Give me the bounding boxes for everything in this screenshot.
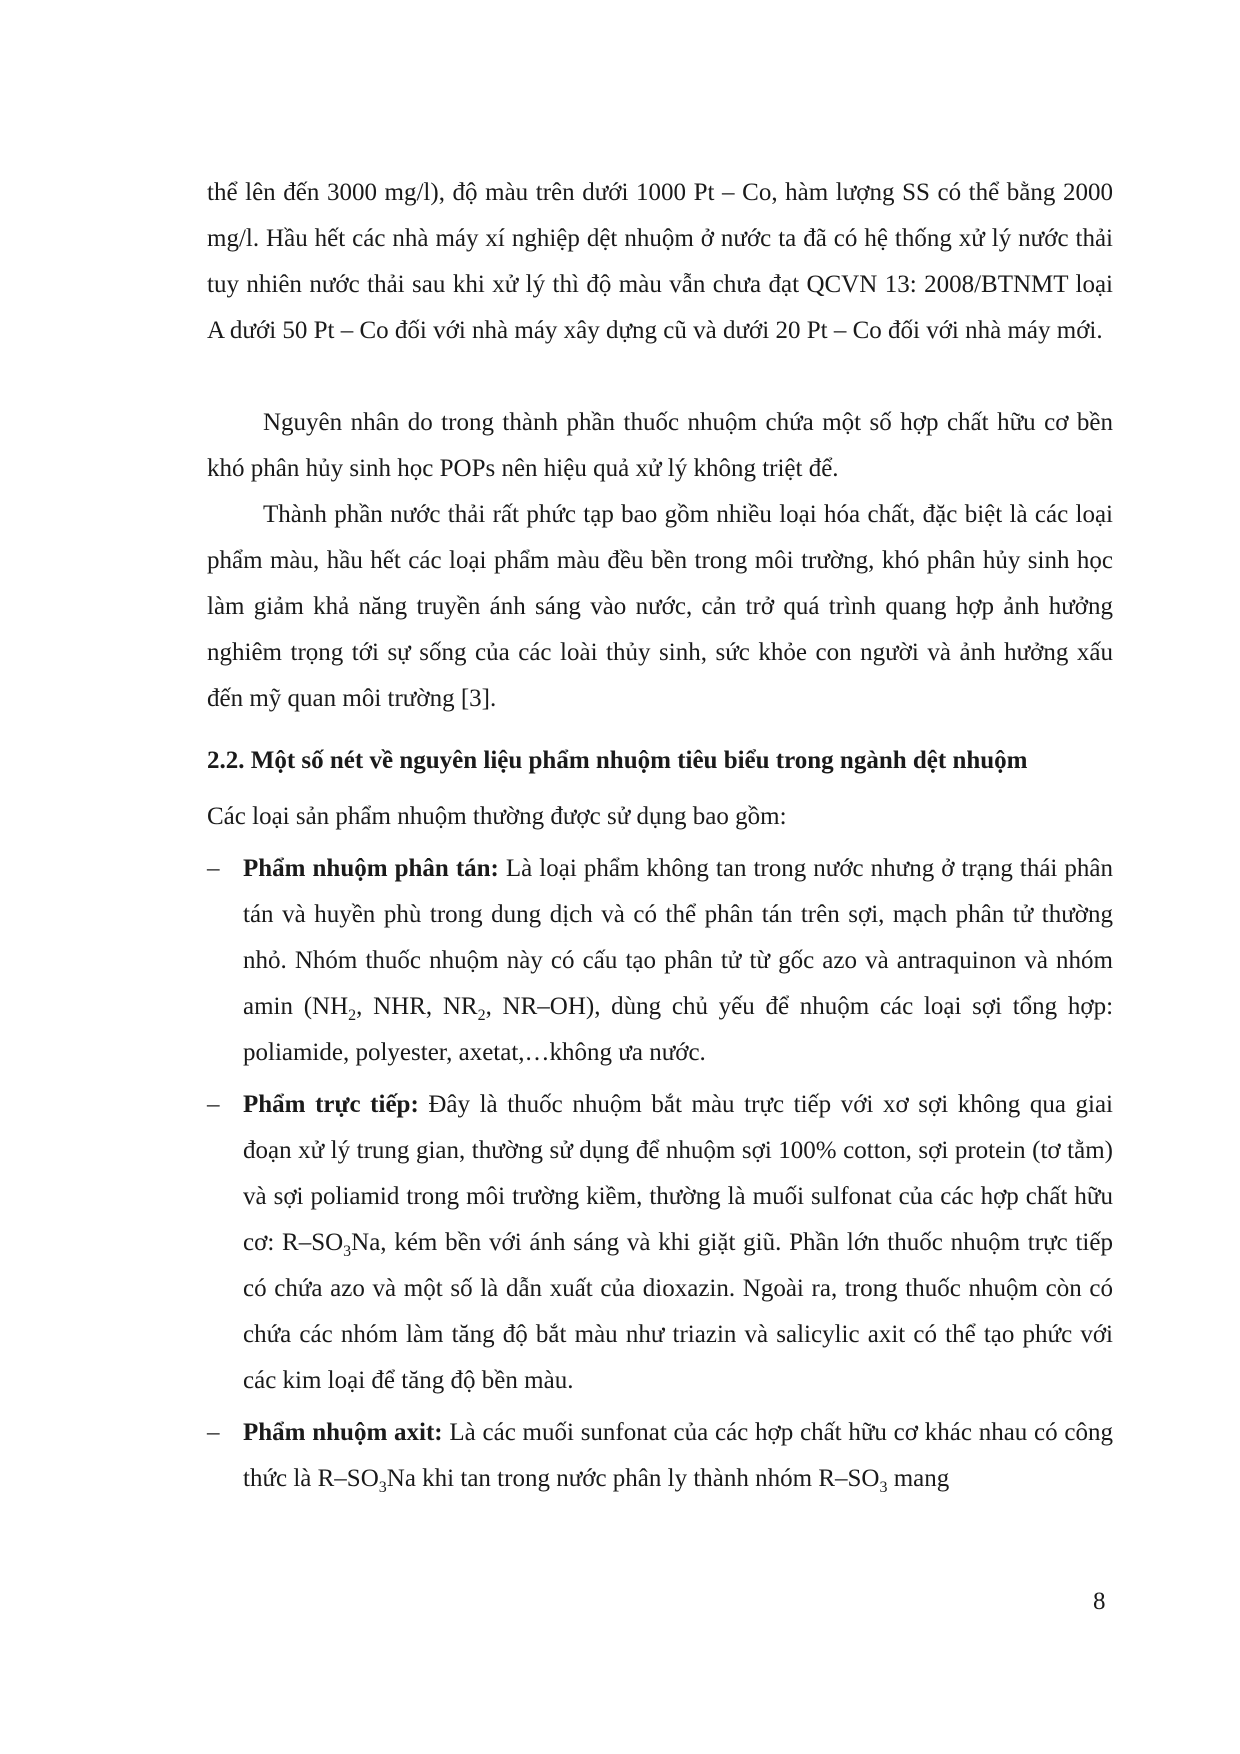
subscript: 2	[477, 1007, 486, 1024]
text-run: Đây là thuốc nhuộm bắt màu trực tiếp với xơ sợi không qua giai đoạn xử lý trung gian, thường sử dụng để nhuộm sợi 100% cotton, sợi protein (tơ tằm) và sợi poliamid trong môi trường kiềm, thường là muối sulfonat của các hợp chất hữu cơ: R–SO	[243, 1091, 1113, 1256]
paragraph-continued: thể lên đến 3000 mg/l), độ màu trên dưới 1000 Pt – Co, hàm lượng SS có thể bằng 2000 mg/l. Hầu hết các nhà máy xí nghiệp dệt nhuộm ở nước ta đã có hệ thống xử lý nước thải tuy nhiên nước thải sau khi xử lý thì độ màu vẫn chưa đạt QCVN 13: 2008/BTNMT loại A dưới 50 Pt – Co đối với nhà máy xây dựng cũ và dưới 20 Pt – Co đối với nhà máy mới.	[207, 179, 1113, 344]
term-label: Phẩm trực tiếp:	[243, 1091, 419, 1118]
paragraph-composition: Thành phần nước thải rất phức tạp bao gồm nhiều loại hóa chất, đặc biệt là các loại phẩm màu, hầu hết các loại phẩm màu đều bền trong môi trường, khó phân hủy sinh học làm giảm khả năng truyền ánh sáng vào nước, cản trở quá trình quang hợp ảnh hưởng nghiêm trọng tới sự sống của các loài thủy sinh, sức khỏe con người và ảnh hưởng xấu đến mỹ quan môi trường [3].	[207, 501, 1113, 712]
subscript: 2	[348, 1007, 357, 1024]
text-run: Là loại phẩm không tan trong nước nhưng ở trạng thái phân tán và huyền phù trong dung dịch và có thể phân tán trên sợi, mạch phân tử thường nhỏ. Nhóm thuốc nhuộm này có cấu tạo phân tử từ gốc azo và antraquinon và nhóm amin (NH	[243, 855, 1113, 1020]
bullet-dash: –	[207, 1419, 220, 1446]
text-run: mang	[887, 1465, 950, 1492]
term-label: Phẩm nhuộm axit:	[243, 1419, 443, 1446]
text-run: Na khi tan trong nước phân ly thành nhóm R–SO	[386, 1465, 880, 1492]
text-run: Na, kém bền với ánh sáng và khi giặt giũ. Phần lớn thuốc nhuộm trực tiếp có chứa azo và một số là dẫn xuất của dioxazin. Ngoài ra, trong thuốc nhuộm còn có chứa các nhóm làm tăng độ bắt màu như triazin và salicylic axit có thể tạo phức với các kim loại để tăng độ bền màu.	[243, 1229, 1113, 1394]
subscript: 3	[879, 1479, 888, 1496]
subscript: 3	[378, 1479, 387, 1496]
list-item-text	[243, 1410, 1113, 1502]
text-run: , NHR, NR	[356, 993, 478, 1020]
subscript: 3	[343, 1243, 352, 1260]
section-intro: Các loại sản phẩm nhuộm thường được sử dụng bao gồm:	[207, 803, 787, 830]
term-label: Phẩm nhuộm phân tán:	[243, 855, 499, 882]
text-run: , NR–OH), dùng chủ yếu để nhuộm các loại sợi tổng hợp: poliamide, polyester, axetat,…không ưa nước.	[243, 993, 1114, 1066]
page-number: 8	[1093, 1588, 1106, 1615]
paragraph-cause: Nguyên nhân do trong thành phần thuốc nhuộm chứa một số hợp chất hữu cơ bền khó phân hủy sinh học POPs nên hiệu quả xử lý không triệt để.	[207, 409, 1113, 482]
bullet-dash: –	[207, 855, 220, 882]
list-item-text	[243, 1082, 1113, 1404]
list-item-text	[243, 846, 1113, 1076]
text-run: Là các muối sunfonat của các hợp chất hữu cơ khác nhau có công thức là R–SO	[243, 1419, 1113, 1492]
bullet-dash: –	[207, 1091, 220, 1118]
section-heading: 2.2. Một số nét về nguyên liệu phẩm nhuộm tiêu biểu trong ngành dệt nhuộm	[207, 747, 1028, 774]
